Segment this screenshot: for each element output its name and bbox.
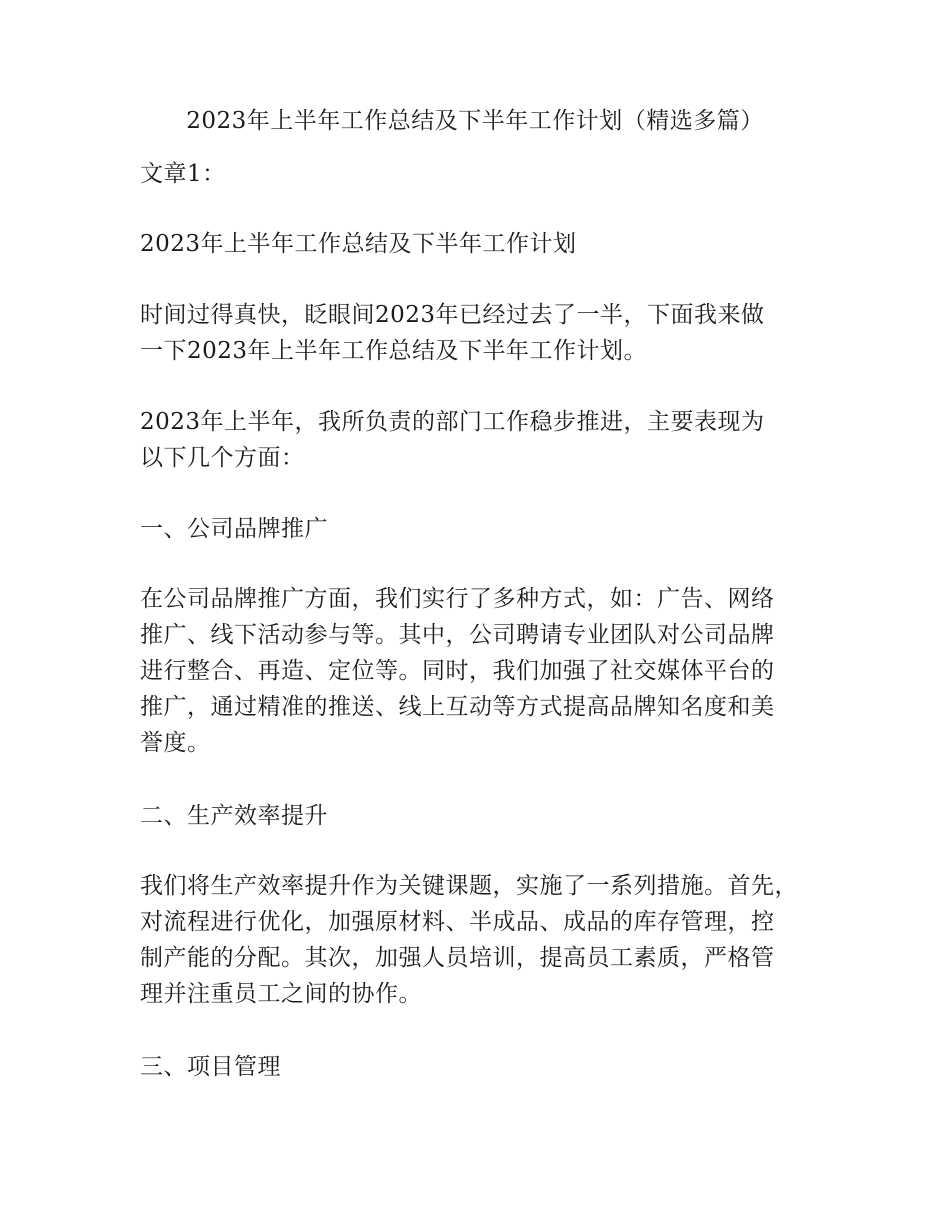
article-label: 文章1： — [140, 161, 226, 187]
section-2-body: 我们将生产效率提升作为关键课题，实施了一系列措施。首先， 对流程进行优化，加强原材料、半成品、成品的库存管理，控 制产能的分配。其次，加强人员培训，提高员工素质，严格管 理并注重员工之间的协作。 — [140, 873, 798, 1007]
article-subtitle: 2023年上半年工作总结及下半年工作计划 — [140, 231, 577, 257]
section-3-heading: 三、项目管理 — [140, 1054, 281, 1080]
document-title: 2023年上半年工作总结及下半年工作计划（精选多篇） — [186, 108, 764, 134]
intro-paragraph: 时间过得真快，眨眼间2023年已经过去了一半，下面我来做 一下2023年上半年工作总结及下半年工作计划。 — [140, 302, 765, 364]
section-1-body: 在公司品牌推广方面，我们实行了多种方式，如：广告、网络 推广、线下活动参与等。其中，公司聘请专业团队对公司品牌 进行整合、再造、定位等。同时，我们加强了社交媒体平台的 推广，通过精准的推送、线上互动等方式提高品牌知名度和美 誉度。 — [140, 586, 775, 756]
section-1-heading: 一、公司品牌推广 — [140, 516, 328, 542]
section-2-heading: 二、生产效率提升 — [140, 803, 328, 829]
overview-paragraph: 2023年上半年，我所负责的部门工作稳步推进，主要表现为 以下几个方面： — [140, 409, 765, 471]
